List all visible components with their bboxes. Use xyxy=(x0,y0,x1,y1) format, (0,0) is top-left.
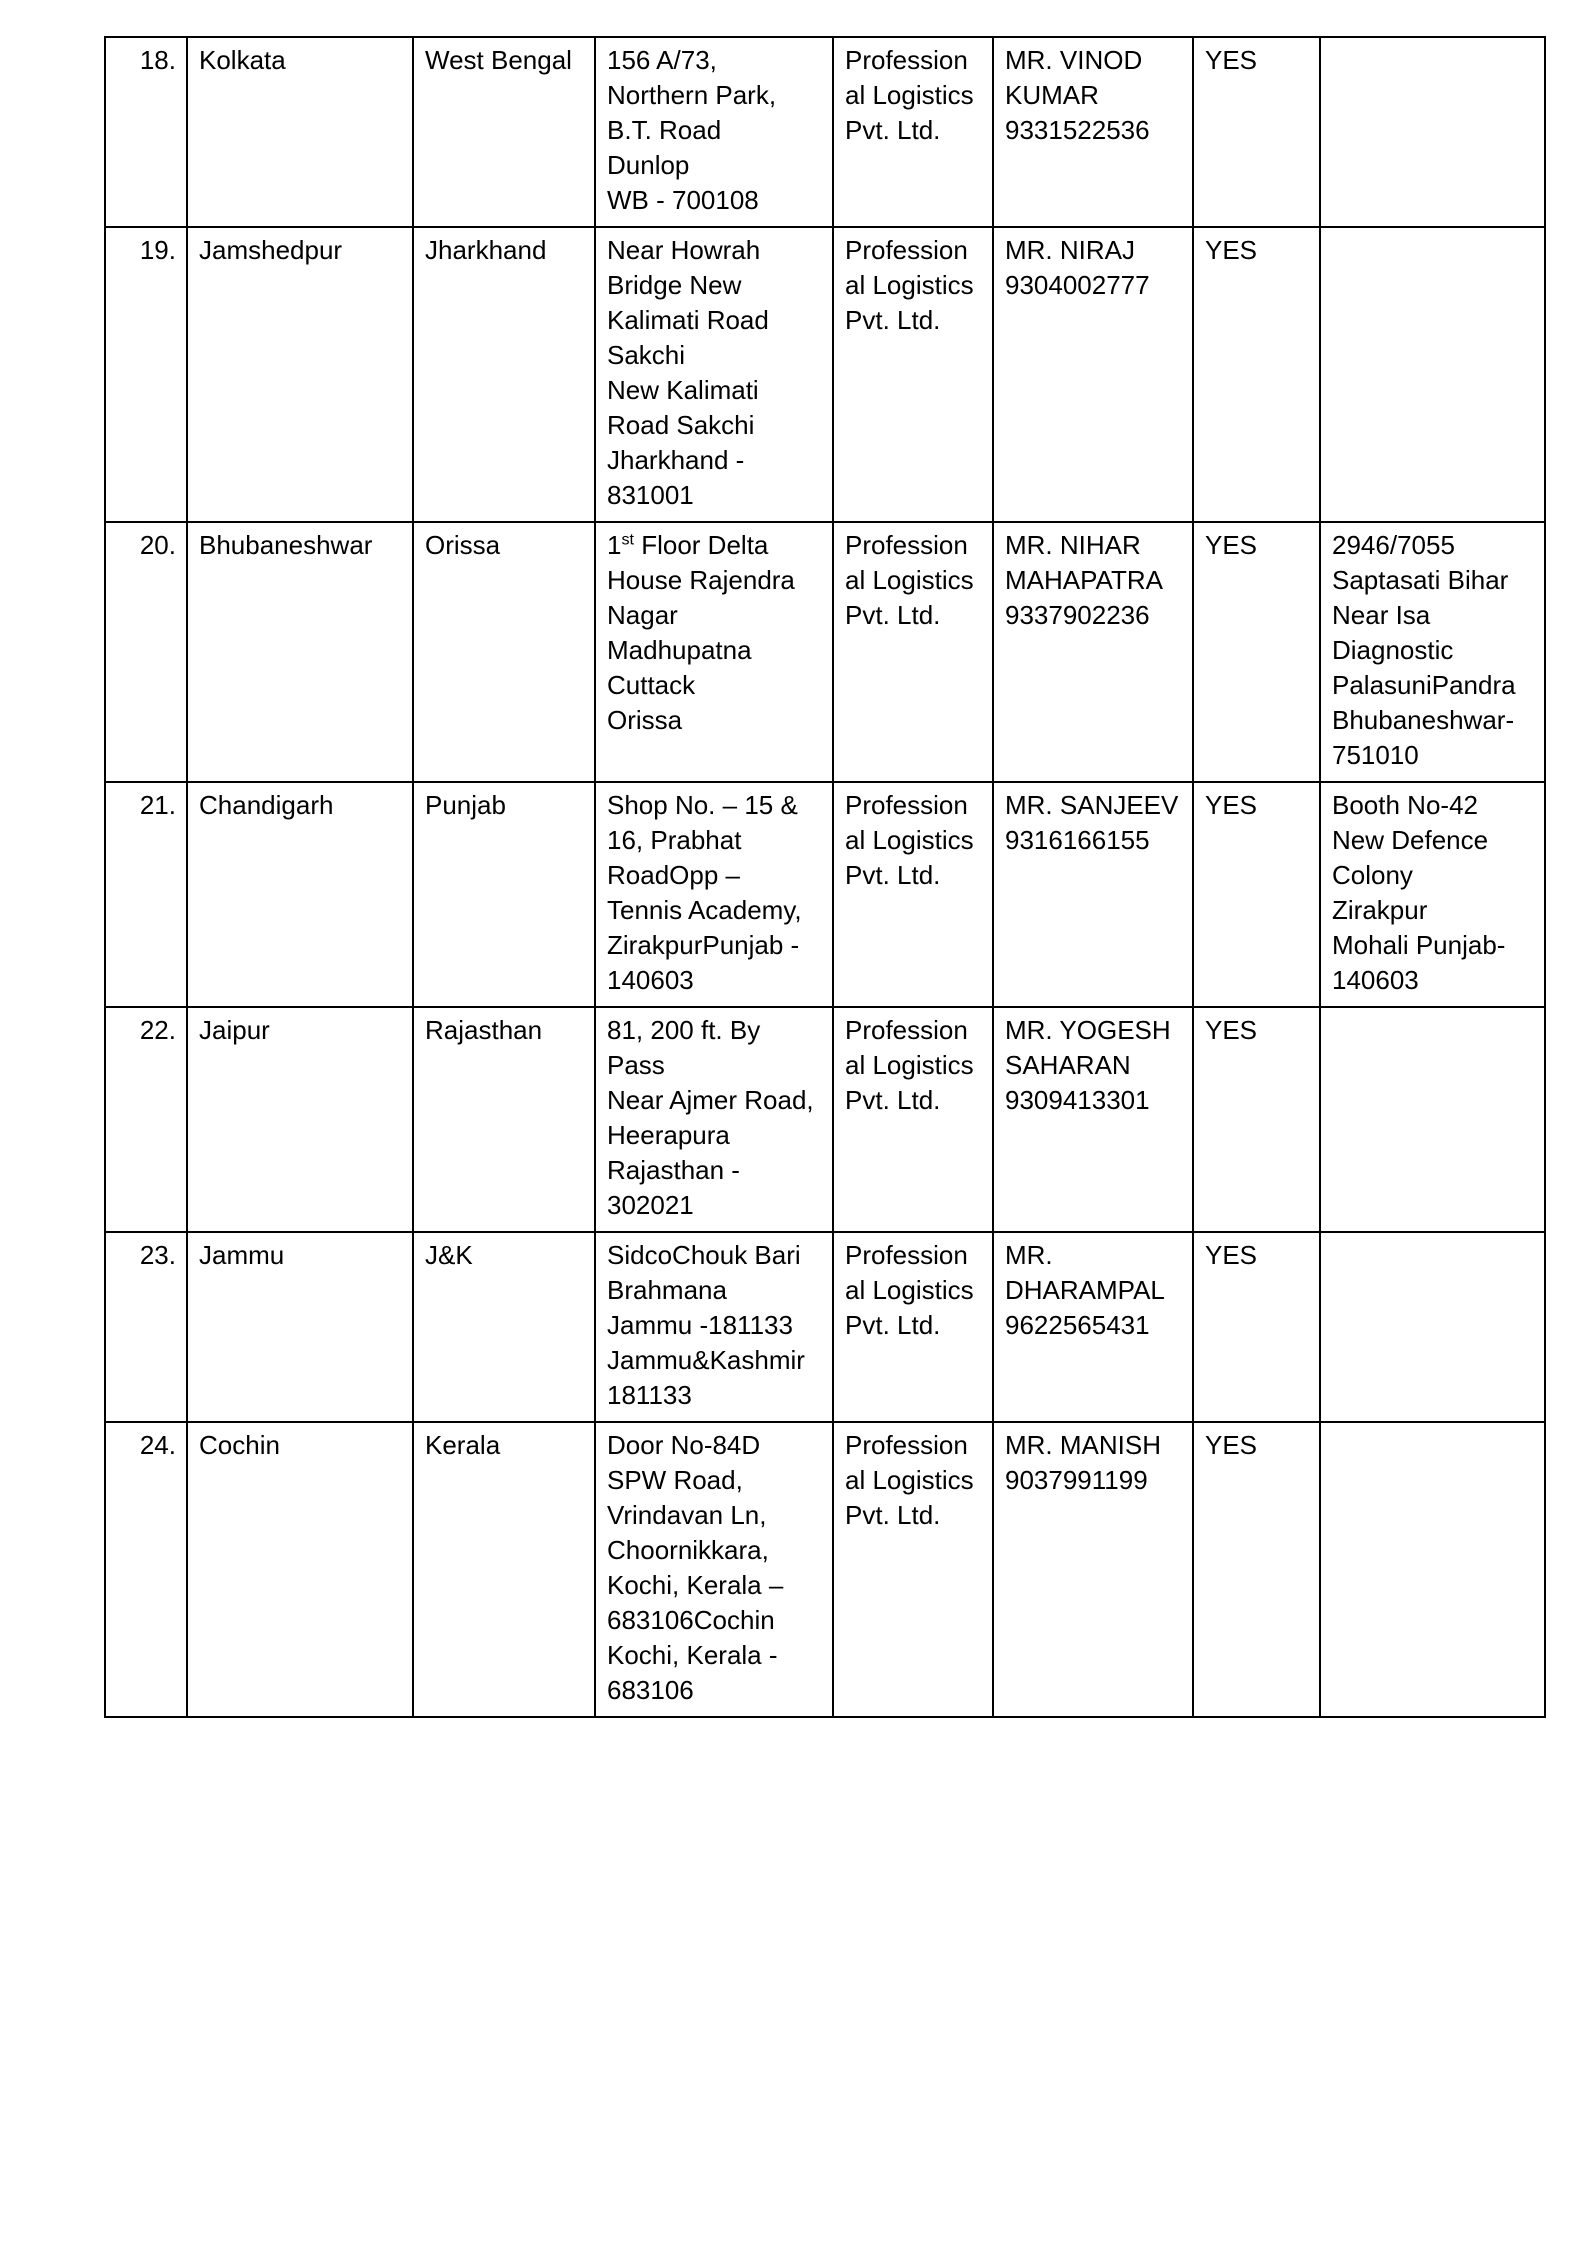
cell-contact: MR. DHARAMPAL 9622565431 xyxy=(993,1232,1193,1422)
cell-address: 81, 200 ft. By Pass Near Ajmer Road, Heerapura Rajasthan - 302021 xyxy=(595,1007,833,1232)
cell-contact: MR. NIRAJ 9304002777 xyxy=(993,227,1193,522)
cell-state: J&K xyxy=(413,1232,595,1422)
cell-city: Kolkata xyxy=(187,37,413,227)
cell-state: Kerala xyxy=(413,1422,595,1717)
table-row xyxy=(105,1422,1545,1717)
cell-state: Rajasthan xyxy=(413,1007,595,1232)
cell-company: Profession al Logistics Pvt. Ltd. xyxy=(833,1007,993,1232)
cell-alt-address: 2946/7055 Saptasati Bihar Near Isa Diagnostic PalasuniPandra Bhubaneshwar- 751010 xyxy=(1320,522,1545,782)
cell-contact: MR. VINOD KUMAR 9331522536 xyxy=(993,37,1193,227)
cell-alt-address xyxy=(1320,227,1545,522)
cell-flag: YES xyxy=(1193,782,1320,1007)
cell-flag: YES xyxy=(1193,522,1320,782)
cell-serial: 20. xyxy=(105,522,187,782)
table-row xyxy=(105,227,1545,522)
cell-state: Orissa xyxy=(413,522,595,782)
cell-address: Door No-84D SPW Road, Vrindavan Ln, Choornikkara, Kochi, Kerala – 683106Cochin Kochi, Kerala - 683106 xyxy=(595,1422,833,1717)
cell-serial: 24. xyxy=(105,1422,187,1717)
cell-address: SidcoChouk Bari Brahmana Jammu -181133 Jammu&Kashmir 181133 xyxy=(595,1232,833,1422)
cell-company: Profession al Logistics Pvt. Ltd. xyxy=(833,227,993,522)
cell-city: Cochin xyxy=(187,1422,413,1717)
cell-address: Near Howrah Bridge New Kalimati Road Sakchi New Kalimati Road Sakchi Jharkhand - 831001 xyxy=(595,227,833,522)
table-row xyxy=(105,1007,1545,1232)
cell-serial: 19. xyxy=(105,227,187,522)
cell-contact: MR. YOGESH SAHARAN 9309413301 xyxy=(993,1007,1193,1232)
cell-address: 1st Floor Delta House Rajendra Nagar Madhupatna Cuttack Orissa xyxy=(595,522,833,782)
cell-address: Shop No. – 15 & 16, Prabhat RoadOpp – Tennis Academy, ZirakpurPunjab - 140603 xyxy=(595,782,833,1007)
table-row xyxy=(105,522,1545,782)
cell-state: Jharkhand xyxy=(413,227,595,522)
cell-state: Punjab xyxy=(413,782,595,1007)
cell-alt-address: Booth No-42 New Defence Colony Zirakpur Mohali Punjab- 140603 xyxy=(1320,782,1545,1007)
cell-city: Bhubaneshwar xyxy=(187,522,413,782)
cell-city: Jaipur xyxy=(187,1007,413,1232)
cell-state: West Bengal xyxy=(413,37,595,227)
cell-contact: MR. SANJEEV 9316166155 xyxy=(993,782,1193,1007)
cell-company: Profession al Logistics Pvt. Ltd. xyxy=(833,1232,993,1422)
cell-city: Jamshedpur xyxy=(187,227,413,522)
cell-company: Profession al Logistics Pvt. Ltd. xyxy=(833,522,993,782)
table-row xyxy=(105,1232,1545,1422)
cell-contact: MR. MANISH 9037991199 xyxy=(993,1422,1193,1717)
cell-flag: YES xyxy=(1193,1422,1320,1717)
cell-company: Profession al Logistics Pvt. Ltd. xyxy=(833,782,993,1007)
cell-contact: MR. NIHAR MAHAPATRA 9337902236 xyxy=(993,522,1193,782)
cell-flag: YES xyxy=(1193,1232,1320,1422)
cell-flag: YES xyxy=(1193,1007,1320,1232)
cell-company: Profession al Logistics Pvt. Ltd. xyxy=(833,1422,993,1717)
cell-address: 156 A/73, Northern Park, B.T. Road Dunlop WB - 700108 xyxy=(595,37,833,227)
table-row xyxy=(105,782,1545,1007)
cell-alt-address xyxy=(1320,1232,1545,1422)
cell-serial: 18. xyxy=(105,37,187,227)
table-row xyxy=(105,37,1545,227)
cell-flag: YES xyxy=(1193,37,1320,227)
cell-flag: YES xyxy=(1193,227,1320,522)
cell-city: Jammu xyxy=(187,1232,413,1422)
cell-alt-address xyxy=(1320,1422,1545,1717)
cell-alt-address xyxy=(1320,37,1545,227)
table-body xyxy=(105,37,1545,1717)
cell-city: Chandigarh xyxy=(187,782,413,1007)
cell-alt-address xyxy=(1320,1007,1545,1232)
cell-serial: 21. xyxy=(105,782,187,1007)
cell-serial: 22. xyxy=(105,1007,187,1232)
cell-company: Profession al Logistics Pvt. Ltd. xyxy=(833,37,993,227)
branch-directory-table xyxy=(104,36,1546,1718)
cell-serial: 23. xyxy=(105,1232,187,1422)
